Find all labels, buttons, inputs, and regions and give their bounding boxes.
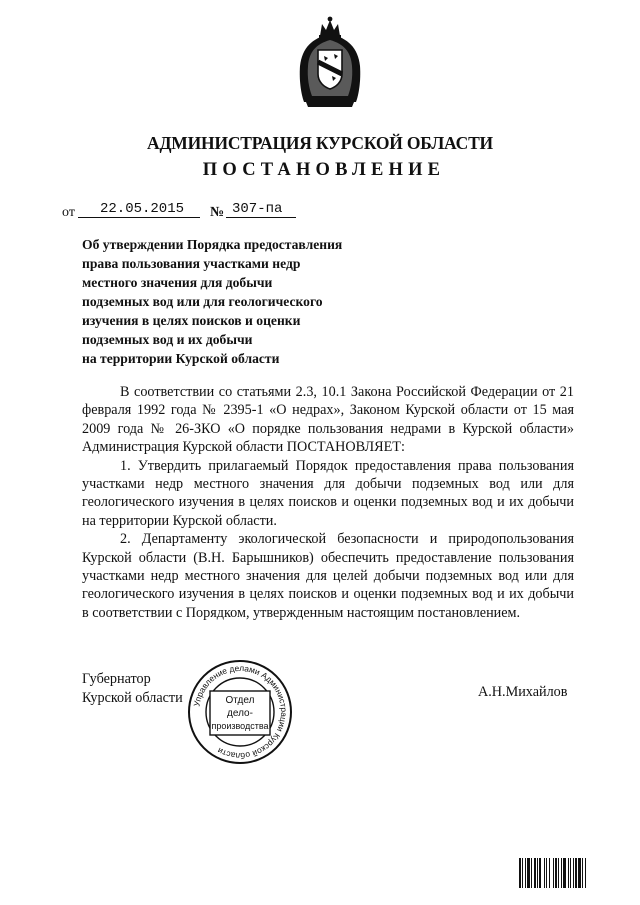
organization-title: АДМИНИСТРАЦИЯ КУРСКОЙ ОБЛАСТИ — [147, 133, 493, 153]
number-label: № — [210, 205, 225, 220]
signatory-name: А.Н.Михайлов — [478, 684, 568, 700]
subject-line: права пользования участками недр — [82, 256, 301, 271]
preamble-paragraph: В соответствии со статьями 2.3, 10.1 Закона Российской Федерации от 21 февраля 1992 года № 2395-1 «О недрах», Законом Курской области от 15 мая 2009 года № 26-ЗКО «О порядке пользования недрами в Курской области» Администрация Курской области ПОСТАНОВЛЯЕТ: — [82, 384, 574, 456]
stamp-center-line: дело- — [227, 708, 253, 719]
stamp-center-line: производства — [211, 721, 269, 731]
subject-line: местного значения для добычи — [82, 275, 273, 290]
signatory-title — [82, 670, 183, 707]
signatory-title-line: Курской области — [82, 689, 183, 706]
subject-line: на территории Курской области — [82, 351, 280, 366]
item-2-paragraph: 2. Департаменту экологической безопасности и природопользования Курской области (В.Н. Барышников) обеспечить предоставление пользования участками недр местного значения для целей добычи подземных вод или для геологического изучения в целях поисков и оценки подземных вод и их добычи в соответствии с Порядком, утвержденным настоящим постановлением. — [82, 531, 574, 621]
number-underline — [226, 217, 296, 218]
subject-line: изучения в целях поисков и оценки — [82, 313, 301, 328]
document-type-title: ПОСТАНОВЛЕНИЕ — [202, 160, 446, 180]
stamp-center-line: Отдел — [225, 695, 255, 706]
stamp-ring-text: Управление делами Администрации Курской области — [191, 662, 290, 762]
item-1-paragraph: 1. Утвердить прилагаемый Порядок предоставления права пользования участками недр местного значения для добычи подземных вод или для геологического изучения в целях поисков и оценки подземных вод и их добычи на территории Курской области. — [82, 457, 574, 529]
subject-line: подземных вод или для геологического — [82, 294, 323, 309]
barcode-icon — [519, 858, 623, 888]
official-stamp — [186, 658, 294, 766]
document-number: 307-па — [232, 201, 283, 217]
signatory-title-line: Губернатор — [82, 671, 151, 687]
document-body — [82, 383, 574, 622]
subject-line: Об утверждении Порядка предоставления — [82, 237, 343, 252]
coat-of-arms-icon — [294, 14, 366, 110]
date-underline — [78, 217, 200, 218]
document-subject — [82, 235, 402, 368]
subject-line: подземных вод и их добычи — [82, 332, 253, 347]
date-from-label: от — [62, 205, 75, 220]
date-number-line — [62, 201, 422, 223]
document-date: 22.05.2015 — [100, 201, 185, 217]
